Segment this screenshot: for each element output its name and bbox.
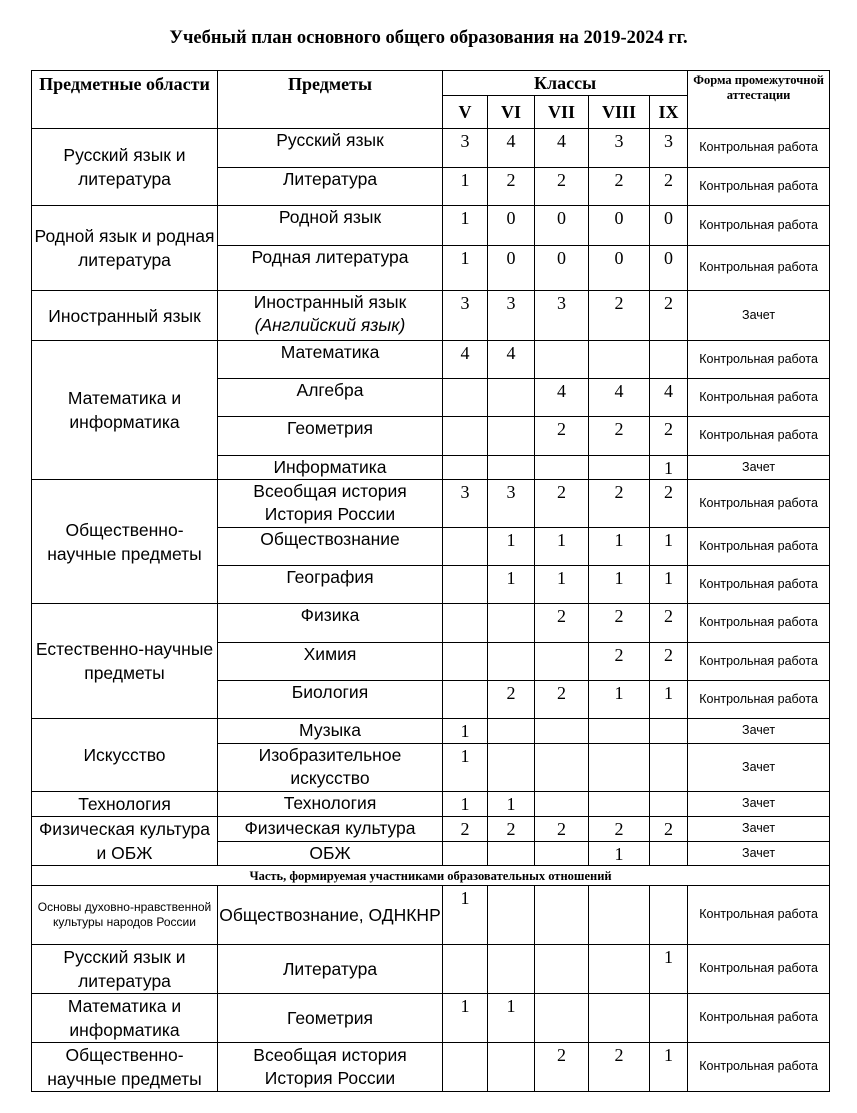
hours-cell bbox=[488, 643, 535, 681]
hours-cell bbox=[589, 994, 650, 1043]
hours-cell: 3 bbox=[589, 129, 650, 168]
hours-cell bbox=[443, 528, 488, 566]
attestation-form: Контрольная работа bbox=[688, 480, 830, 528]
hours-cell: 1 bbox=[589, 681, 650, 719]
subject-cell: Биология bbox=[218, 681, 443, 719]
hours-cell: 1 bbox=[443, 246, 488, 291]
hours-cell: 2 bbox=[650, 417, 688, 456]
hours-cell bbox=[535, 341, 589, 379]
hours-cell bbox=[488, 945, 535, 994]
hours-cell: 1 bbox=[488, 566, 535, 604]
hours-cell: 0 bbox=[589, 246, 650, 291]
hours-cell: 4 bbox=[488, 341, 535, 379]
subject-area: Русский язык и литература bbox=[32, 129, 218, 206]
hours-cell: 2 bbox=[535, 817, 589, 842]
table-row bbox=[32, 129, 830, 168]
subject-area: Основы духовно-нравственной культуры народов России bbox=[32, 886, 218, 945]
subject-name: Иностранный язык bbox=[253, 292, 407, 312]
hours-cell: 0 bbox=[535, 206, 589, 246]
hours-cell: 1 bbox=[443, 994, 488, 1043]
hours-cell: 3 bbox=[443, 291, 488, 341]
hours-cell: 2 bbox=[488, 817, 535, 842]
header-classes: Классы bbox=[443, 71, 688, 96]
header-subjects: Предметы bbox=[218, 71, 443, 129]
header-areas: Предметные области bbox=[32, 71, 218, 129]
hours-cell: 1 bbox=[589, 566, 650, 604]
hours-cell: 0 bbox=[650, 246, 688, 291]
table-row bbox=[32, 945, 830, 994]
hours-cell bbox=[650, 341, 688, 379]
table-row bbox=[32, 886, 830, 945]
section-row bbox=[32, 866, 830, 886]
subject-area: Общественно-научные предметы bbox=[32, 480, 218, 604]
hours-cell: 4 bbox=[589, 379, 650, 417]
hours-cell bbox=[589, 886, 650, 945]
subject-cell: Технология bbox=[218, 792, 443, 817]
hours-cell: 2 bbox=[535, 681, 589, 719]
hours-cell: 2 bbox=[535, 1043, 589, 1092]
subject-area: Русский язык и литература bbox=[32, 945, 218, 994]
hours-cell: 2 bbox=[589, 604, 650, 643]
table-row bbox=[32, 206, 830, 246]
hours-cell bbox=[650, 792, 688, 817]
hours-cell bbox=[488, 841, 535, 866]
attestation-form: Контрольная работа bbox=[688, 566, 830, 604]
hours-cell bbox=[488, 456, 535, 480]
hours-cell: 1 bbox=[535, 566, 589, 604]
hours-cell: 2 bbox=[650, 817, 688, 842]
subject-cell: Родной язык bbox=[218, 206, 443, 246]
attestation-form: Зачет bbox=[688, 744, 830, 792]
hours-cell bbox=[443, 417, 488, 456]
hours-cell bbox=[488, 604, 535, 643]
hours-cell: 2 bbox=[650, 291, 688, 341]
hours-cell bbox=[443, 643, 488, 681]
hours-cell: 1 bbox=[650, 528, 688, 566]
attestation-form: Контрольная работа bbox=[688, 417, 830, 456]
attestation-form: Контрольная работа bbox=[688, 886, 830, 945]
hours-cell bbox=[535, 994, 589, 1043]
subject-cell: Обществознание, ОДНКНР bbox=[218, 886, 443, 945]
hours-cell: 0 bbox=[488, 246, 535, 291]
attestation-form: Контрольная работа bbox=[688, 945, 830, 994]
subject-cell bbox=[218, 291, 443, 341]
hours-cell bbox=[535, 945, 589, 994]
attestation-form: Контрольная работа bbox=[688, 604, 830, 643]
hours-cell bbox=[535, 456, 589, 480]
subject-area: Общественно-научные предметы bbox=[32, 1043, 218, 1092]
hours-cell bbox=[488, 379, 535, 417]
grade-header: VI bbox=[488, 96, 535, 129]
hours-cell: 3 bbox=[443, 480, 488, 528]
hours-cell: 0 bbox=[650, 206, 688, 246]
hours-cell: 2 bbox=[589, 817, 650, 842]
subject-cell: Физика bbox=[218, 604, 443, 643]
subject-note: (Английский язык) bbox=[254, 315, 406, 335]
hours-cell bbox=[443, 1043, 488, 1092]
subject-cell: Литература bbox=[218, 168, 443, 206]
hours-cell bbox=[443, 456, 488, 480]
subject-cell: Химия bbox=[218, 643, 443, 681]
attestation-form: Контрольная работа bbox=[688, 246, 830, 291]
hours-cell: 2 bbox=[535, 168, 589, 206]
hours-cell: 3 bbox=[535, 291, 589, 341]
hours-cell bbox=[589, 456, 650, 480]
hours-cell: 1 bbox=[443, 719, 488, 744]
curriculum-table bbox=[31, 70, 830, 1092]
hours-cell: 1 bbox=[488, 792, 535, 817]
hours-cell bbox=[650, 719, 688, 744]
hours-cell: 1 bbox=[650, 566, 688, 604]
subject-cell: Изобразительное искусство bbox=[218, 744, 443, 792]
subject-area: Технология bbox=[32, 792, 218, 817]
hours-cell bbox=[535, 643, 589, 681]
hours-cell: 3 bbox=[443, 129, 488, 168]
hours-cell: 1 bbox=[650, 945, 688, 994]
attestation-form: Контрольная работа bbox=[688, 341, 830, 379]
hours-cell: 3 bbox=[488, 480, 535, 528]
hours-cell bbox=[589, 719, 650, 744]
attestation-form: Зачет bbox=[688, 719, 830, 744]
table-row bbox=[32, 480, 830, 528]
attestation-form: Контрольная работа bbox=[688, 206, 830, 246]
subject-cell: География bbox=[218, 566, 443, 604]
hours-cell bbox=[589, 792, 650, 817]
hours-cell: 2 bbox=[650, 168, 688, 206]
subject-cell: Всеобщая история История России bbox=[218, 480, 443, 528]
hours-cell: 2 bbox=[589, 1043, 650, 1092]
attestation-form: Контрольная работа bbox=[688, 643, 830, 681]
header-form: Форма промежуточной аттестации bbox=[688, 71, 830, 129]
table-row bbox=[32, 1043, 830, 1092]
attestation-form: Зачет bbox=[688, 817, 830, 842]
hours-cell: 1 bbox=[443, 206, 488, 246]
subject-area: Физическая культура и ОБЖ bbox=[32, 817, 218, 866]
hours-cell bbox=[535, 841, 589, 866]
hours-cell: 2 bbox=[589, 480, 650, 528]
hours-cell: 2 bbox=[589, 168, 650, 206]
grade-header: VII bbox=[535, 96, 589, 129]
hours-cell bbox=[443, 379, 488, 417]
subject-cell: ОБЖ bbox=[218, 841, 443, 866]
subject-cell: Геометрия bbox=[218, 994, 443, 1043]
hours-cell: 0 bbox=[535, 246, 589, 291]
hours-cell bbox=[488, 1043, 535, 1092]
attestation-form: Контрольная работа bbox=[688, 681, 830, 719]
table-row bbox=[32, 291, 830, 341]
hours-cell bbox=[589, 744, 650, 792]
hours-cell: 1 bbox=[443, 744, 488, 792]
table-row bbox=[32, 341, 830, 379]
hours-cell: 4 bbox=[443, 341, 488, 379]
hours-cell: 4 bbox=[535, 129, 589, 168]
hours-cell bbox=[535, 886, 589, 945]
hours-cell: 1 bbox=[443, 792, 488, 817]
hours-cell: 3 bbox=[488, 291, 535, 341]
hours-cell bbox=[488, 744, 535, 792]
hours-cell bbox=[488, 886, 535, 945]
page-title: Учебный план основного общего образования на 2019-2024 гг. bbox=[169, 28, 688, 48]
hours-cell bbox=[589, 945, 650, 994]
attestation-form: Контрольная работа bbox=[688, 528, 830, 566]
hours-cell: 4 bbox=[535, 379, 589, 417]
hours-cell bbox=[589, 341, 650, 379]
hours-cell bbox=[650, 841, 688, 866]
subject-cell: Всеобщая история История России bbox=[218, 1043, 443, 1092]
attestation-form: Зачет bbox=[688, 792, 830, 817]
hours-cell: 1 bbox=[443, 168, 488, 206]
hours-cell bbox=[535, 719, 589, 744]
grade-header: V bbox=[443, 96, 488, 129]
subject-cell: Русский язык bbox=[218, 129, 443, 168]
hours-cell: 2 bbox=[589, 417, 650, 456]
hours-cell: 4 bbox=[488, 129, 535, 168]
hours-cell: 4 bbox=[650, 379, 688, 417]
subject-cell: Литература bbox=[218, 945, 443, 994]
subject-area: Математика и информатика bbox=[32, 341, 218, 480]
hours-cell bbox=[650, 744, 688, 792]
subject-area: Математика и информатика bbox=[32, 994, 218, 1043]
subject-cell: Физическая культура bbox=[218, 817, 443, 842]
subject-cell: Обществознание bbox=[218, 528, 443, 566]
hours-cell bbox=[443, 841, 488, 866]
hours-cell bbox=[443, 945, 488, 994]
subject-area: Естественно-научные предметы bbox=[32, 604, 218, 719]
hours-cell: 2 bbox=[535, 480, 589, 528]
hours-cell: 2 bbox=[488, 168, 535, 206]
table-row bbox=[32, 792, 830, 817]
hours-cell bbox=[488, 417, 535, 456]
attestation-form: Контрольная работа bbox=[688, 129, 830, 168]
hours-cell bbox=[535, 744, 589, 792]
table-row bbox=[32, 719, 830, 744]
hours-cell: 0 bbox=[488, 206, 535, 246]
hours-cell: 1 bbox=[589, 528, 650, 566]
hours-cell bbox=[488, 719, 535, 744]
hours-cell bbox=[650, 994, 688, 1043]
attestation-form: Зачет bbox=[688, 456, 830, 480]
hours-cell: 1 bbox=[488, 994, 535, 1043]
hours-cell: 2 bbox=[650, 480, 688, 528]
subject-cell: Математика bbox=[218, 341, 443, 379]
hours-cell bbox=[535, 792, 589, 817]
subject-area: Иностранный язык bbox=[32, 291, 218, 341]
subject-area: Искусство bbox=[32, 719, 218, 792]
attestation-form: Контрольная работа bbox=[688, 379, 830, 417]
hours-cell: 2 bbox=[443, 817, 488, 842]
hours-cell: 1 bbox=[443, 886, 488, 945]
table-row bbox=[32, 604, 830, 643]
attestation-form: Контрольная работа bbox=[688, 1043, 830, 1092]
hours-cell bbox=[443, 566, 488, 604]
subject-area: Родной язык и родная литература bbox=[32, 206, 218, 291]
section-title: Часть, формируемая участниками образовательных отношений bbox=[32, 866, 830, 886]
hours-cell: 2 bbox=[488, 681, 535, 719]
hours-cell: 3 bbox=[650, 129, 688, 168]
hours-cell: 2 bbox=[589, 643, 650, 681]
attestation-form: Контрольная работа bbox=[688, 168, 830, 206]
subject-cell: Музыка bbox=[218, 719, 443, 744]
grade-header: IX bbox=[650, 96, 688, 129]
hours-cell: 1 bbox=[650, 456, 688, 480]
hours-cell bbox=[650, 886, 688, 945]
hours-cell: 2 bbox=[650, 604, 688, 643]
hours-cell: 0 bbox=[589, 206, 650, 246]
table-row bbox=[32, 817, 830, 842]
hours-cell: 1 bbox=[488, 528, 535, 566]
attestation-form: Зачет bbox=[688, 841, 830, 866]
grade-header: VIII bbox=[589, 96, 650, 129]
table-row bbox=[32, 994, 830, 1043]
hours-cell: 2 bbox=[535, 604, 589, 643]
hours-cell bbox=[443, 604, 488, 643]
hours-cell: 1 bbox=[535, 528, 589, 566]
subject-cell: Родная литература bbox=[218, 246, 443, 291]
hours-cell: 1 bbox=[650, 1043, 688, 1092]
attestation-form: Контрольная работа bbox=[688, 994, 830, 1043]
hours-cell: 2 bbox=[650, 643, 688, 681]
hours-cell: 1 bbox=[589, 841, 650, 866]
subject-cell: Информатика bbox=[218, 456, 443, 480]
subject-cell: Геометрия bbox=[218, 417, 443, 456]
hours-cell: 2 bbox=[589, 291, 650, 341]
subject-cell: Алгебра bbox=[218, 379, 443, 417]
hours-cell bbox=[443, 681, 488, 719]
hours-cell: 2 bbox=[535, 417, 589, 456]
hours-cell: 1 bbox=[650, 681, 688, 719]
attestation-form: Зачет bbox=[688, 291, 830, 341]
